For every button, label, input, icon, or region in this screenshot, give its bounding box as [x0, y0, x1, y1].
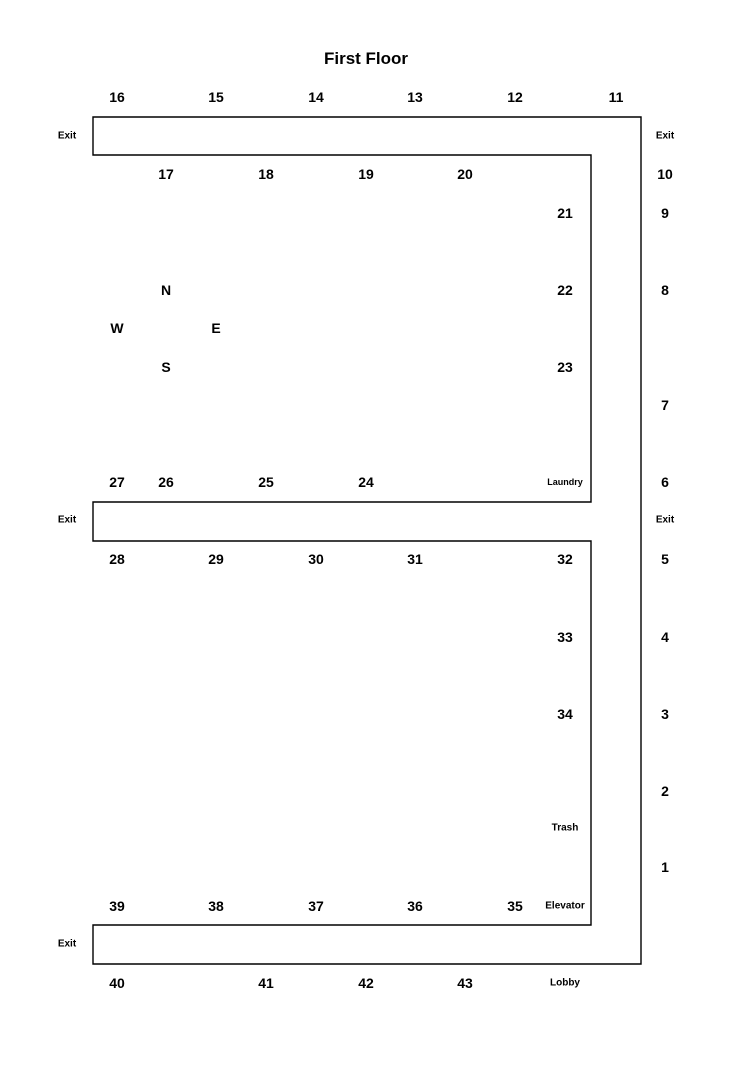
compass-south: S — [161, 359, 171, 375]
room-39: 39 — [109, 898, 125, 914]
room-6: 6 — [661, 474, 669, 490]
room-1: 1 — [661, 859, 669, 875]
room-7: 7 — [661, 397, 669, 413]
room-38: 38 — [208, 898, 224, 914]
exit-west-top: Exit — [57, 130, 77, 142]
room-10: 10 — [657, 166, 673, 182]
room-24: 24 — [358, 474, 374, 490]
room-33: 33 — [557, 629, 573, 645]
room-25: 25 — [258, 474, 274, 490]
room-21: 21 — [557, 205, 573, 221]
room-42: 42 — [358, 975, 374, 991]
room-18: 18 — [258, 166, 274, 182]
room-35: 35 — [507, 898, 523, 914]
room-14: 14 — [308, 89, 324, 105]
room-28: 28 — [109, 551, 125, 567]
room-41: 41 — [258, 975, 274, 991]
room-27: 27 — [109, 474, 125, 490]
room-36: 36 — [407, 898, 423, 914]
trash-label: Trash — [551, 822, 579, 834]
room-2: 2 — [661, 783, 669, 799]
exit-west-bottom: Exit — [57, 938, 77, 950]
room-26: 26 — [158, 474, 174, 490]
room-34: 34 — [557, 706, 573, 722]
room-32: 32 — [557, 551, 573, 567]
room-3: 3 — [661, 706, 669, 722]
exit-east-middle: Exit — [655, 514, 675, 526]
room-40: 40 — [109, 975, 125, 991]
room-37: 37 — [308, 898, 324, 914]
room-23: 23 — [557, 359, 573, 375]
room-20: 20 — [457, 166, 473, 182]
compass-west: W — [110, 320, 124, 336]
room-43: 43 — [457, 975, 473, 991]
room-17: 17 — [158, 166, 174, 182]
compass-north: N — [160, 282, 172, 298]
room-8: 8 — [661, 282, 669, 298]
room-11: 11 — [608, 89, 624, 105]
room-4: 4 — [661, 629, 669, 645]
room-19: 19 — [358, 166, 374, 182]
room-30: 30 — [308, 551, 324, 567]
room-9: 9 — [661, 205, 669, 221]
room-12: 12 — [507, 89, 523, 105]
laundry-label: Laundry — [547, 477, 583, 487]
exit-east-top: Exit — [655, 130, 675, 142]
elevator-label: Elevator — [545, 900, 585, 912]
lobby-label: Lobby — [550, 977, 580, 989]
room-31: 31 — [407, 551, 423, 567]
exit-west-middle: Exit — [57, 514, 77, 526]
room-29: 29 — [208, 551, 224, 567]
page-title: First Floor — [323, 49, 409, 68]
room-5: 5 — [661, 551, 669, 567]
room-15: 15 — [208, 89, 224, 105]
room-22: 22 — [557, 282, 573, 298]
room-13: 13 — [407, 89, 423, 105]
room-16: 16 — [109, 89, 125, 105]
compass-east: E — [211, 320, 221, 336]
